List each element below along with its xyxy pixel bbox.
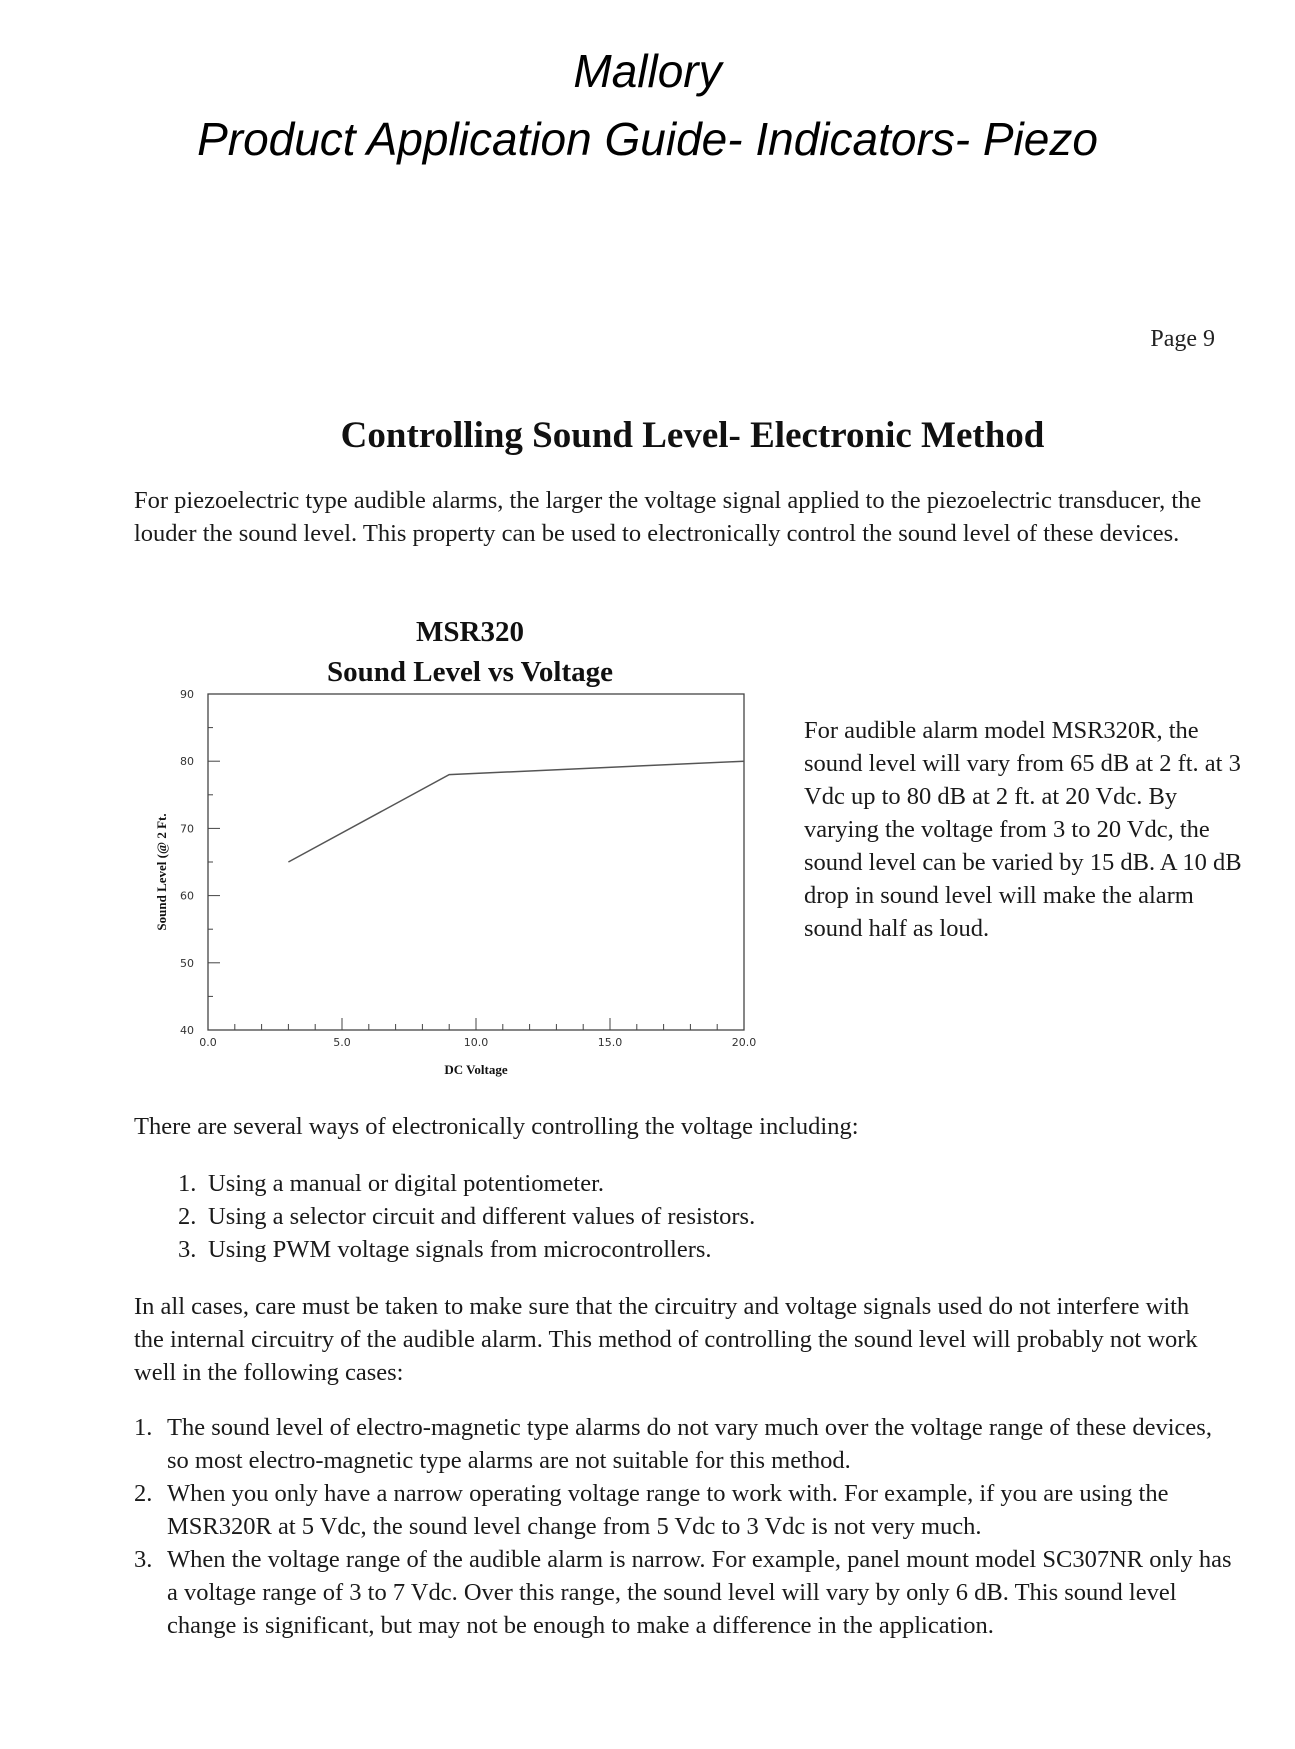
cases-list — [134, 1411, 1234, 1642]
list-text: When the voltage range of the audible alarm is narrow. For example, panel mount model SC307NR only has a voltage range of 3 to 7 Vdc. Over this range, the sound level will vary by only 6 dB. This sound level change is significant, but may not be enough to make a difference in the application. — [167, 1546, 1232, 1639]
y-axis-label: Sound Level (@ 2 Ft. — [154, 813, 169, 931]
intro-paragraph: For piezoelectric type audible alarms, the larger the voltage signal applied to the piezoelectric transducer, the louder the sound level. This property can be used to electronically control the sound level of these devices. — [134, 487, 1202, 547]
list-text: When you only have a narrow operating voltage range to work with. For example, if you are using the MSR320R at 5 Vdc, the sound level change from 5 Vdc to 3 Vdc is not very much. — [167, 1480, 1169, 1540]
list-text: The sound level of electro-magnetic type alarms do not vary much over the voltage range of these devices, so most electro-magnetic type alarms are not suitable for this method. — [167, 1414, 1212, 1474]
list-item — [178, 1200, 1078, 1233]
list-number: 3. — [178, 1236, 197, 1263]
x-tick-label: 20.0 — [731, 1036, 757, 1049]
page-title: Controlling Sound Level- Electronic Method — [340, 415, 1045, 456]
list-item — [178, 1233, 1078, 1266]
y-tick-label: 40 — [180, 1024, 194, 1037]
list-number: 2. — [134, 1480, 153, 1507]
list-item — [178, 1167, 1078, 1200]
cases-intro: In all cases, care must be taken to make sure that the circuitry and voltage signals used do not interfere with the internal circuitry of the audible alarm. This method of controlling the sound level will probably not work well in the following cases: — [134, 1293, 1198, 1386]
y-tick-label: 90 — [180, 688, 194, 701]
x-tick-label: 15.0 — [597, 1036, 623, 1049]
chart-title: MSR320 — [416, 616, 524, 648]
y-tick-label: 80 — [180, 755, 194, 769]
x-tick-label: 10.0 — [463, 1036, 489, 1049]
list-item — [134, 1543, 1234, 1642]
list-text: Using PWM voltage signals from microcontrollers. — [208, 1236, 712, 1263]
series-line — [288, 761, 744, 862]
list-number: 2. — [178, 1203, 197, 1230]
sound-level-chart — [140, 680, 760, 1080]
list-item — [134, 1477, 1234, 1543]
list-number: 1. — [134, 1414, 153, 1441]
chart-subtitle: Sound Level vs Voltage — [326, 656, 614, 688]
list-text: Using a selector circuit and different values of resistors. — [208, 1203, 756, 1230]
header-brand: Mallory — [573, 45, 722, 97]
list-item — [134, 1411, 1234, 1477]
x-axis-label: DC Voltage — [444, 1062, 508, 1077]
ways-intro: There are several ways of electronically controlling the voltage including: — [134, 1113, 859, 1140]
y-tick-label: 50 — [180, 956, 194, 970]
x-tick-label: 0.0 — [199, 1036, 217, 1049]
list-number: 3. — [134, 1546, 153, 1573]
x-tick-label: 5.0 — [333, 1036, 351, 1049]
page-number: Page 9 — [1150, 326, 1215, 352]
chart-description: For audible alarm model MSR320R, the sound level will vary from 65 dB at 2 ft. at 3 Vdc up to 80 dB at 2 ft. at 20 Vdc. By varying the voltage from 3 to 20 Vdc, the sound level can be varied by 15 dB. A 10 dB drop in sound level will make the alarm sound half as loud. — [804, 717, 1242, 942]
list-text: Using a manual or digital potentiometer. — [208, 1170, 604, 1197]
list-number: 1. — [178, 1170, 197, 1197]
y-tick-label: 70 — [180, 822, 194, 836]
y-tick-label: 60 — [180, 889, 194, 903]
ways-list — [178, 1167, 1078, 1266]
header-subtitle: Product Application Guide- Indicators- Piezo — [197, 113, 1098, 165]
